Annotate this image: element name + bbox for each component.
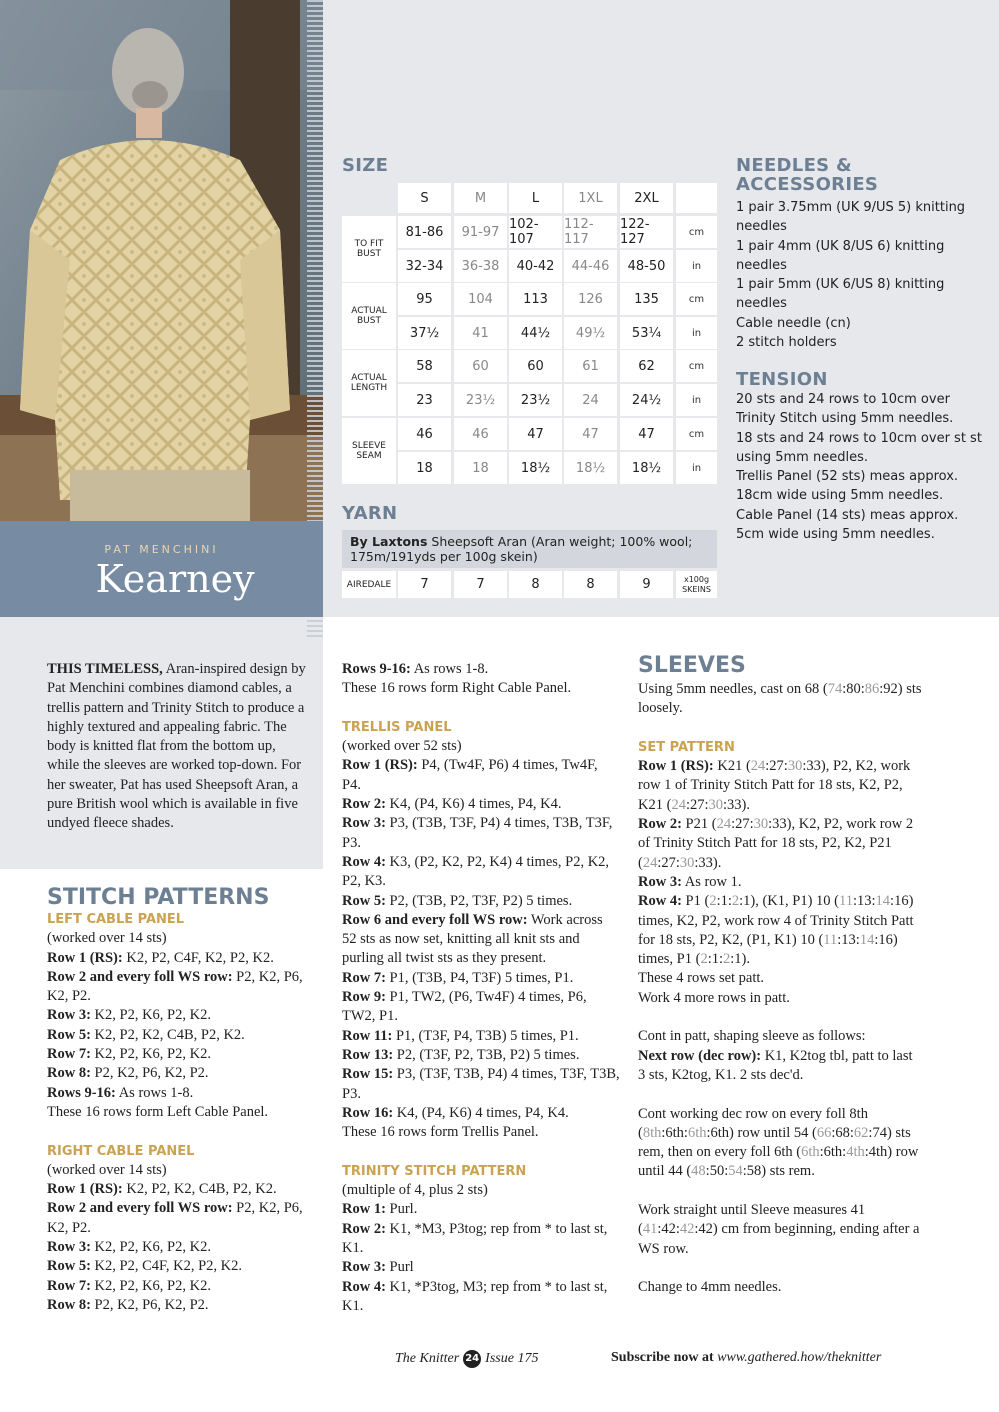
row-text: P2, K2, P6, K2, P2. [90,1065,209,1082]
size-value-cell: 58 [398,350,451,382]
size-value-cell: 36-38 [454,250,507,282]
stitch-patterns-heading: STITCH PATTERNS [47,885,270,910]
size-header-cell: 1XL [564,183,617,213]
yarn-shade-label: AIREDALE [342,571,396,598]
row-label: Row 11: [342,1027,393,1044]
size-row-label: SLEEVE SEAM [342,418,396,484]
size-value-cell: 18½ [564,452,617,484]
row-text: K1, *M3, P3tog; rep from * to last st, K1. [342,1220,608,1256]
size-unit-cell: in [676,250,717,282]
size-row-label: ACTUAL BUST [342,283,396,349]
needle-item: 1 pair 4mm (UK 8/US 6) knitting needles [736,238,945,273]
size-value-cell: 113 [509,283,562,315]
next-row: Next row (dec row): K1, K2tog tbl, patt to last 3 sts, K2tog, K1. 2 sts dec'd. [638,1047,913,1083]
row-label: Row 7: [342,969,386,986]
row-label: Row 16: [342,1104,394,1121]
pattern-row [47,1296,317,1315]
pattern-row [47,1180,317,1199]
row-text: K2, P2, K6, P2, K2. [90,1277,211,1294]
size-value-cell: 18½ [509,452,562,484]
size-unit-cell: cm [676,350,717,382]
trellis-panel [342,718,620,1143]
size-value-cell: 47 [620,418,673,450]
yarn-text: Sheepsoft Aran (Aran weight; 100% wool; 175m/191yds per 100g skein) [350,534,693,564]
pattern-title: Kearney [95,557,255,601]
yarn-skein-cell: 8 [564,571,617,598]
trinity-stitch-pattern [342,1162,620,1316]
row-label: Rows 9-16: [47,1084,116,1101]
sleeve-row-4: Row 4: P1 (2:1:2:1), (K1, P1) 10 (11:13:14:16) times, K2, P2, work row 4 of Trinity Stitch Patt for 18 sts, P2, K2, (P1, K1) 10 (11:13:14:16) times, P1 (2:1:2:1). [638,893,914,968]
sleeve-row-3: Row 3: As row 1. [638,873,742,890]
pattern-row [342,988,620,1027]
row-label: Row 7: [47,1046,91,1063]
pattern-row [342,1278,620,1317]
set-note: These 4 rows set patt. [638,970,765,987]
stitch-patterns-column [47,886,317,1315]
row-label: Row 1: [342,1201,386,1218]
right-cable-closing: These 16 rows form Right Cable Panel. [342,680,572,697]
needle-item: 2 stitch holders [736,335,837,351]
pattern-row [342,1258,620,1277]
size-value-cell: 95 [398,283,451,315]
size-value-cell: 104 [454,283,507,315]
subscribe-link[interactable]: www.gathered.how/theknitter [717,1350,882,1365]
right-cable-row-text: As rows 1-8. [413,661,489,677]
size-value-cell: 81-86 [398,216,451,248]
row-label: Row 3: [342,1259,386,1276]
size-value-cell: 46 [398,418,451,450]
pattern-row [342,1027,620,1046]
yarn-skein-cell: 7 [454,571,507,598]
footer-magazine [395,1350,538,1368]
size-value-cell: 49½ [564,317,617,349]
right-cable-rows-9-16 [342,660,620,679]
sleeves-heading: SLEEVES [638,653,746,678]
tension-item: Trellis Panel (52 sts) meas approx. 18cm wide using 5mm needles. [736,469,959,504]
intro-lead: THIS TIMELESS, [47,661,163,677]
row-label: Row 9: [342,989,386,1006]
row-text: P2, (T3B, P2, T3F, P2) 5 times. [385,892,573,909]
pattern-row [342,1065,620,1104]
size-value-cell: 53¼ [620,317,673,349]
row-label: Row 4: [342,853,386,870]
work-straight: Work straight until Sleeve measures 41 (41:42:42:42) cm from beginning, ending after a WS row. [638,1202,920,1257]
needle-item: 1 pair 3.75mm (UK 9/US 5) knitting needles [736,200,966,235]
row-text: K2, P2, C4F, K2, P2, K2. [90,1258,243,1275]
size-value-cell: 23 [398,384,451,416]
size-value-cell: 122-127 [620,216,673,248]
row-text: K2, P2, C4F, K2, P2, K2. [122,949,274,966]
size-value-cell: 18½ [620,452,673,484]
tension-heading: TENSION [736,369,828,390]
row-text: Work across 52 sts as now set, knitting all knit sts and purling all twist sts as they present. [342,911,603,967]
work-more: Work 4 more rows in patt. [638,989,790,1006]
size-value-cell: 60 [454,350,507,382]
row-label: Row 5: [47,1258,91,1275]
sleeve-row-1: Row 1 (RS): K21 (24:27:30:33), P2, K2, work row 1 of Trinity Stitch Patt for 18 sts, K2, P2, K21 (24:27:30:33). [638,758,911,813]
row-text: As rows 1-8. [115,1084,194,1101]
size-value-cell: 126 [564,283,617,315]
yarn-unit-cell: x100g SKEINS [676,571,717,598]
size-value-cell: 23½ [454,384,507,416]
row-text: P4, (Tw4F, P6) 4 times, Tw4F, P4. [342,757,598,793]
size-value-cell: 37½ [398,317,451,349]
section-subheading: RIGHT CABLE PANEL [47,1143,195,1159]
size-header-cell: M [454,183,507,213]
right-cable-panel [47,1142,317,1316]
tension-item: 18 sts and 24 rows to 10cm over st st using 5mm needles. [736,430,982,465]
row-text: K1, *P3tog, M3; rep from * to last st, K1. [342,1278,608,1314]
size-value-cell: 112-117 [564,216,617,248]
yarn-heading: YARN [342,503,398,524]
size-value-cell: 47 [509,418,562,450]
size-value-cell: 18 [454,452,507,484]
row-text: P1, (T3F, P4, T3B) 5 times, P1. [392,1027,579,1044]
section-closing: These 16 rows form Trellis Panel. [342,1124,539,1141]
pattern-row [47,949,317,968]
size-value-cell: 44½ [509,317,562,349]
size-unit-cell: cm [676,216,717,248]
row-label: Row 3: [342,815,386,832]
size-value-cell: 44-46 [564,250,617,282]
section-note: (worked over 14 sts) [47,930,167,947]
row-label: Row 6 and every foll WS row: [342,911,528,928]
sleeve-row-2: Row 2: P21 (24:27:30:33), K2, P2, work row 2 of Trinity Stitch Patt for 18 sts, P2, K2, P21 (24:27:30:33). [638,816,914,871]
row-text: P3, (T3F, T3B, P4) 4 times, T3F, T3B, P3. [342,1066,620,1102]
sleeves-cast-on: Using 5mm needles, cast on 68 (74:80:86:92) sts loosely. [638,681,922,717]
intro-paragraph [47,660,309,834]
size-value-cell: 18 [398,452,451,484]
magazine-name: The Knitter [395,1351,460,1366]
pattern-row [47,1006,317,1025]
row-label: Row 13: [342,1046,394,1063]
right-cable-row-label: Rows 9-16: [342,661,411,677]
size-value-cell: 91-97 [454,216,507,248]
size-row-label: TO FIT BUST [342,216,396,282]
model-photo [0,0,323,521]
size-value-cell: 24½ [620,384,673,416]
yarn-brand: By Laxtons [350,534,428,549]
size-value-cell: 61 [564,350,617,382]
section-note: (multiple of 4, plus 2 sts) [342,1182,488,1199]
row-text: K2, P2, K6, P2, K2. [90,1239,211,1256]
row-text: P2, K2, P6, K2, P2. [90,1296,209,1313]
pattern-row [47,1277,317,1296]
pattern-row [342,1104,620,1123]
needle-item: 1 pair 5mm (UK 6/US 8) knitting needles [736,277,945,312]
size-value-cell: 62 [620,350,673,382]
designer-name: PAT MENCHINI [104,543,219,556]
row-text: P1, TW2, (P6, Tw4F) 4 times, P6, TW2, P1. [342,989,587,1025]
row-text: P2, (T3F, P2, T3B, P2) 5 times. [393,1046,580,1063]
yarn-skein-cell: 9 [620,571,673,598]
pattern-row [47,1084,317,1103]
sleeves-column [638,654,923,1298]
size-value-cell: 40-42 [509,250,562,282]
row-text: K2, P2, K6, P2, K2. [90,1007,211,1024]
section-note: (worked over 52 sts) [342,738,462,755]
size-header-cell: 2XL [620,183,673,213]
pattern-row [47,1064,317,1083]
size-value-cell: 48-50 [620,250,673,282]
row-label: Row 8: [47,1296,91,1313]
pattern-row [342,969,620,988]
row-label: Row 1 (RS): [47,1181,123,1198]
middle-column [342,660,620,1316]
left-cable-panel [47,910,317,1122]
tension-item: 20 sts and 24 rows to 10cm over Trinity Stitch using 5mm needles. [736,392,954,427]
size-header-cell: S [398,183,451,213]
size-value-cell: 135 [620,283,673,315]
pattern-row [47,1199,317,1238]
change-needles: Change to 4mm needles. [638,1279,782,1296]
pattern-row [47,1257,317,1276]
section-subheading: LEFT CABLE PANEL [47,912,185,927]
yarn-skein-cell: 7 [398,571,451,598]
size-header-blank [676,183,717,213]
size-heading: SIZE [342,155,389,176]
size-unit-cell: cm [676,283,717,315]
size-value-cell: 46 [454,418,507,450]
footer-subscribe [611,1350,881,1366]
pattern-row [47,1045,317,1064]
row-label: Row 5: [342,892,386,909]
size-unit-cell: in [676,384,717,416]
size-value-cell: 47 [564,418,617,450]
pattern-row [342,892,620,911]
size-value-cell: 23½ [509,384,562,416]
pattern-row [47,1026,317,1045]
intro-text: Aran-inspired design by Pat Menchini combines diamond cables, a trellis pattern and Trinity Stitch to produce a highly textured and appealing fabric. The body is knitted flat from the bottom up, while the sleeves are worked top-down. For her sweater, Pat has used Sheepsoft Aran, a pure British wool which is available in five undyed fleece shades. [47,661,306,832]
needles-heading: NEEDLES & ACCESSORIES [736,155,879,195]
row-text: K4, (P4, K6) 4 times, P4, K4. [393,1104,569,1121]
size-value-cell: 60 [509,350,562,382]
section-subheading: TRINITY STITCH PATTERN [342,1163,527,1179]
decrease-instructions: Cont working dec row on every foll 8th (8th:6th:6th:6th) row until 54 (66:68:62:74) sts rem, then on every foll 6th (6th:6th:4th:4th) row until 44 (48:50:54:58) sts rem. [638,1105,919,1180]
row-label: Row 8: [47,1065,91,1082]
size-header-cell: L [509,183,562,213]
row-text: K2, P2, K2, C4B, P2, K2. [90,1026,245,1043]
tension-item: Cable Panel (14 sts) meas approx. 5cm wide using 5mm needles. [736,507,959,543]
row-label: Row 2 and every foll WS row: [47,1200,233,1217]
row-text: Purl. [385,1201,418,1218]
size-value-cell: 24 [564,384,617,416]
row-text: Purl [385,1259,414,1276]
pattern-row [342,1220,620,1259]
row-label: Row 5: [47,1026,91,1043]
row-label: Row 1 (RS): [342,757,418,774]
pattern-row [342,1200,620,1219]
yarn-skein-cell: 8 [509,571,562,598]
row-label: Row 4: [342,1278,386,1295]
row-text: K2, P2, K6, P2, K2. [90,1046,211,1063]
subscribe-text: Subscribe now at [611,1350,714,1365]
needle-item: Cable needle (cn) [736,315,851,331]
row-text: K2, P2, K2, C4B, P2, K2. [122,1181,277,1198]
title-box [0,521,323,617]
size-value-cell: 102-107 [509,216,562,248]
row-text: K4, (P4, K6) 4 times, P4, K4. [385,796,562,813]
tension-list [736,390,986,544]
pattern-row [342,1046,620,1065]
cont-shaping: Cont in patt, shaping sleeve as follows: [638,1028,866,1045]
section-note: (worked over 14 sts) [47,1161,167,1178]
needles-list [736,198,986,352]
size-unit-cell: cm [676,418,717,450]
set-pattern-heading: SET PATTERN [638,739,735,755]
row-label: Row 1 (RS): [47,949,123,966]
row-label: Row 2: [342,1220,386,1237]
pattern-row [342,853,620,892]
size-row-label: ACTUAL LENGTH [342,350,396,416]
pattern-row [342,756,620,795]
row-text: P1, (T3B, P4, T3F) 5 times, P1. [385,969,574,986]
row-text: P2, K2, P6, K2, P2. [47,1200,303,1236]
row-label: Row 7: [47,1277,91,1294]
row-text: P2, K2, P6, K2, P2. [47,968,303,1005]
pattern-row [47,968,317,1007]
row-label: Row 2: [342,796,386,813]
section-subheading: TRELLIS PANEL [342,719,452,735]
pattern-row [47,1238,317,1257]
row-label: Row 3: [47,1007,91,1024]
row-label: Row 15: [342,1066,394,1083]
yarn-description [342,530,717,568]
pattern-row [342,814,620,853]
section-closing: These 16 rows form Left Cable Panel. [47,1103,269,1120]
row-label: Row 2 and every foll WS row: [47,968,233,985]
row-text: P3, (T3B, T3F, P4) 4 times, T3B, T3F, P3. [342,815,613,851]
size-unit-cell: in [676,452,717,484]
row-label: Row 3: [47,1239,91,1256]
size-value-cell: 32-34 [398,250,451,282]
row-text: K3, (P2, K2, P2, K4) 4 times, P2, K2, P2, K3. [342,853,610,890]
size-unit-cell: in [676,317,717,349]
pattern-row [342,795,620,814]
pattern-row [342,911,620,969]
issue-number: Issue 175 [485,1351,539,1366]
size-value-cell: 41 [454,317,507,349]
page-number: 24 [463,1350,481,1368]
